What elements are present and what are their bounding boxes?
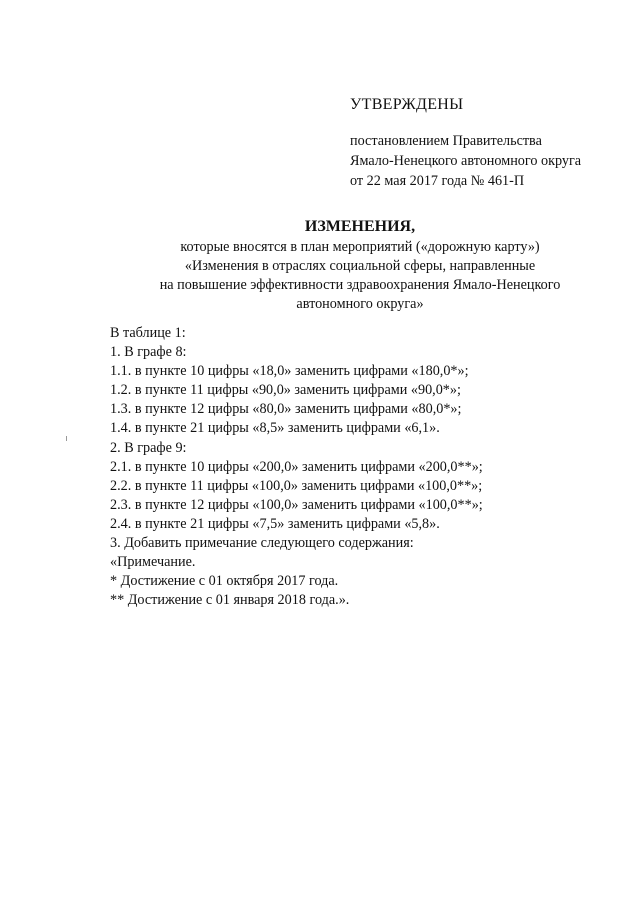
heading-line: на повышение эффективности здравоохранения Ямало-Ненецкого xyxy=(159,277,561,293)
body-line: 1. В графе 8: xyxy=(110,344,187,361)
heading-title: ИЗМЕНЕНИЯ, xyxy=(304,218,416,235)
approval-block xyxy=(350,95,620,191)
approval-line: от 22 мая 2017 года № 461-П xyxy=(350,173,525,189)
body-line: * Достижение с 01 октября 2017 года. xyxy=(110,573,339,590)
approval-title: УТВЕРЖДЕНЫ xyxy=(350,96,464,113)
body-line: 1.4. в пункте 21 цифры «8,5» заменить цифрами «6,1». xyxy=(110,420,440,437)
heading-line: автономного округа» xyxy=(296,296,424,312)
approval-line: постановлением Правительства xyxy=(350,133,542,149)
body-line: ** Достижение с 01 января 2018 года.». xyxy=(110,592,350,609)
heading-line: которые вносятся в план мероприятий («дорожную карту») xyxy=(180,239,540,255)
body-line: В таблице 1: xyxy=(110,325,186,341)
document-heading xyxy=(100,217,620,314)
body-line: 2.1. в пункте 10 цифры «200,0» заменить цифрами «200,0**»; xyxy=(110,458,483,475)
body-line: «Примечание. xyxy=(110,554,196,571)
body-line: 1.3. в пункте 12 цифры «80,0» заменить цифрами «80,0*»; xyxy=(110,401,462,418)
heading-line: «Изменения в отраслях социальной сферы, направленные xyxy=(184,258,536,274)
body-line: 1.1. в пункте 10 цифры «18,0» заменить цифрами «180,0*»; xyxy=(110,363,469,380)
body-line: 1.2. в пункте 11 цифры «90,0» заменить цифрами «90,0*»; xyxy=(110,382,461,399)
margin-mark xyxy=(66,436,67,441)
body-line: 2.4. в пункте 21 цифры «7,5» заменить цифрами «5,8». xyxy=(110,515,440,532)
body-line: 2. В графе 9: xyxy=(110,439,187,456)
body-line: 2.3. в пункте 12 цифры «100,0» заменить цифрами «100,0**»; xyxy=(110,496,483,513)
approval-line: Ямало-Ненецкого автономного округа xyxy=(350,153,582,169)
body-line: 3. Добавить примечание следующего содержания: xyxy=(110,535,414,552)
body-line: 2.2. в пункте 11 цифры «100,0» заменить цифрами «100,0**»; xyxy=(110,477,483,494)
document-body xyxy=(110,324,610,610)
